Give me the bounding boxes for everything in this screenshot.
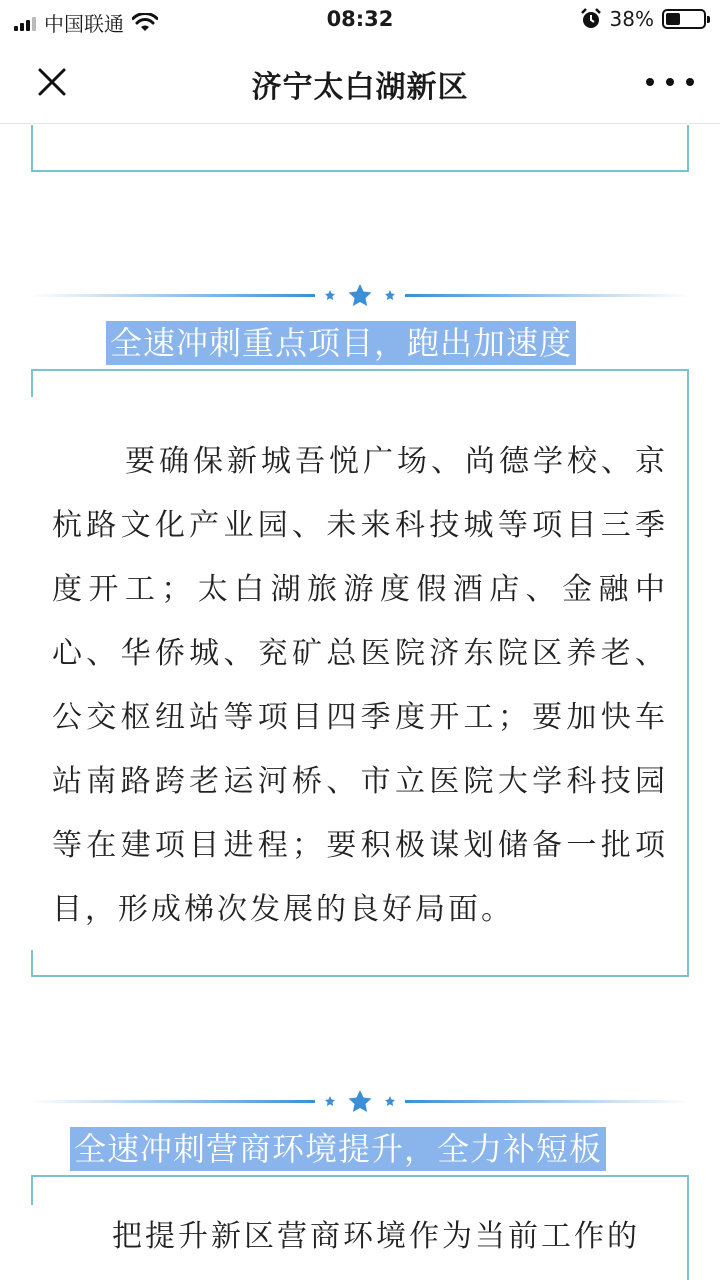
battery-icon bbox=[662, 9, 706, 29]
previous-section-frame bbox=[31, 125, 689, 172]
star-divider bbox=[30, 282, 690, 312]
frame-top-line bbox=[31, 369, 689, 371]
article-paragraph: 把提升新区营商环境作为当前工作的 bbox=[112, 1219, 640, 1254]
section-heading: 全速冲刺重点项目，跑出加速度 bbox=[106, 321, 576, 365]
status-right bbox=[580, 7, 706, 31]
page-title: 济宁太白湖新区 bbox=[251, 70, 469, 105]
frame-bottom-line bbox=[31, 975, 689, 977]
frame-bottom-line bbox=[31, 170, 689, 172]
article-paragraph: 要确保新城吾悦广场、尚德学校、京杭路文化产业园、未来科技城等项目三季度开工；太白湖旅游度假酒店、金融中心、华侨城、兖矿总医院济东院区养老、公交枢纽站等项目四季度开工；要加快车站南路跨老运河桥、市立医院大学科技园等在建项目进程；要积极谋划储备一批项目，形成梯次发展的良好局面。 bbox=[52, 444, 668, 927]
status-time: 08:32 bbox=[326, 7, 394, 31]
status-bar bbox=[0, 0, 720, 40]
section-heading: 全速冲刺营商环境提升，全力补短板 bbox=[70, 1127, 606, 1171]
alarm-icon bbox=[580, 8, 602, 30]
star-divider bbox=[30, 1088, 690, 1118]
carrier-label: 中国联通 bbox=[44, 12, 124, 36]
frame-top-line bbox=[31, 1175, 689, 1177]
nav-bar bbox=[0, 40, 720, 124]
battery-percent: 38% bbox=[609, 7, 654, 31]
more-icon bbox=[646, 78, 654, 86]
more-button[interactable] bbox=[646, 66, 694, 98]
